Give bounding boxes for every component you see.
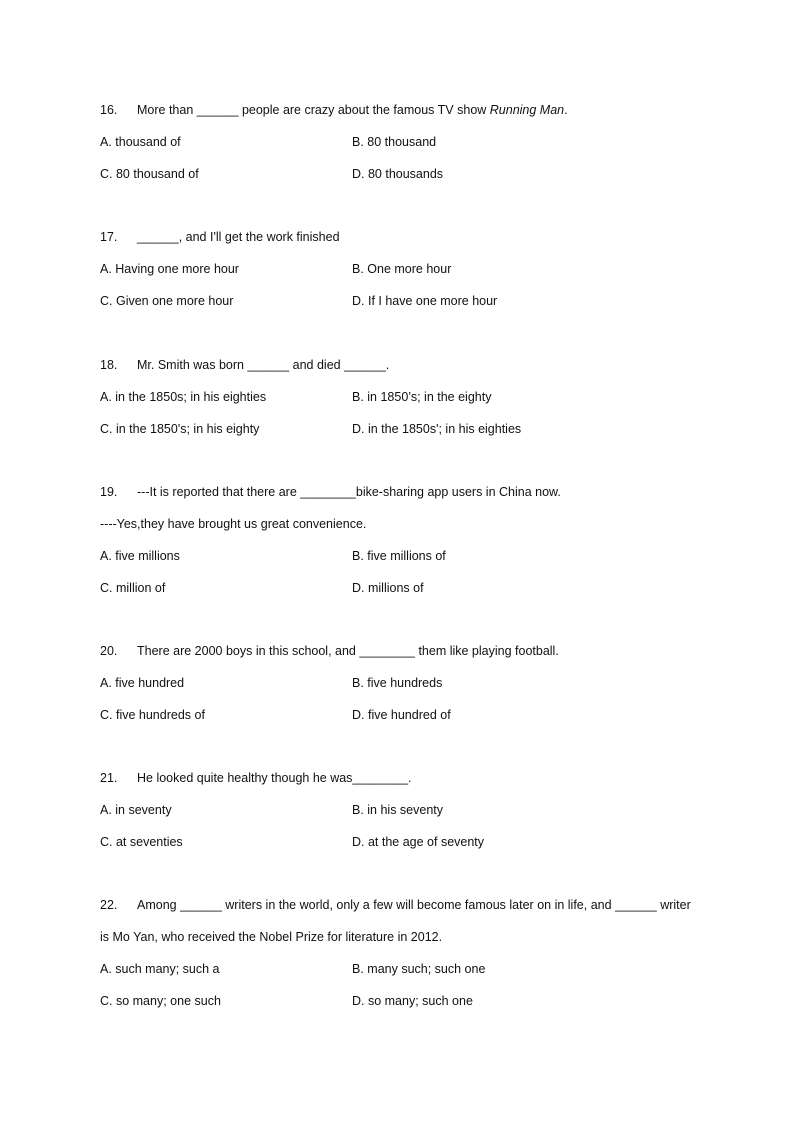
show-title: Running Man	[489, 103, 565, 117]
option-c: C. five hundreds of	[100, 708, 205, 722]
options-row	[100, 826, 730, 858]
options-row	[100, 381, 730, 413]
option-d: D. at the age of seventy	[352, 835, 485, 849]
dialogue-reply: ----Yes,they have brought us great convenience.	[100, 517, 367, 531]
option-d: D. five hundred of	[352, 708, 451, 722]
question-18	[100, 349, 730, 445]
question-stem: 19. ---It is reported that there are ________bike-sharing app users in China now.	[100, 476, 730, 508]
option-d: D. 80 thousands	[352, 167, 444, 181]
option-b: B. in 1850’s; in the eighty	[352, 390, 492, 404]
question-stem: 22. Among ______ writers in the world, only a few will become famous later on in life, and ______ writer	[100, 889, 730, 921]
option-d: D. If I have one more hour	[352, 294, 498, 308]
option-a: A. in the 1850s; in his eighties	[100, 390, 267, 404]
question-17	[100, 221, 730, 317]
options-row	[100, 413, 730, 445]
options-row	[100, 985, 730, 1017]
options-row	[100, 540, 730, 572]
option-b: B. in his seventy	[352, 803, 444, 817]
question-22	[100, 889, 730, 1017]
question-20	[100, 635, 730, 731]
option-b: B. five millions of	[352, 549, 446, 563]
option-c: C. so many; one such	[100, 994, 221, 1008]
options-row	[100, 794, 730, 826]
options-row	[100, 158, 730, 190]
option-a: A. such many; such a	[100, 962, 220, 976]
option-b: B. many such; such one	[352, 962, 486, 976]
question-number: 19.	[100, 485, 118, 499]
question-stem: 18. Mr. Smith was born ______ and died ______.	[100, 349, 730, 381]
question-stem: 16. More than ______ people are crazy about the famous TV show Running Man.	[100, 94, 730, 126]
options-row	[100, 667, 730, 699]
option-b: B. One more hour	[352, 262, 452, 276]
option-a: A. in seventy	[100, 803, 172, 817]
option-c: C. Given one more hour	[100, 294, 234, 308]
question-number: 21.	[100, 771, 118, 785]
question-number: 22.	[100, 898, 118, 912]
option-b: B. five hundreds	[352, 676, 443, 690]
question-number: 18.	[100, 358, 118, 372]
option-c: C. 80 thousand of	[100, 167, 199, 181]
options-row	[100, 953, 730, 985]
question-stem: 20. There are 2000 boys in this school, and ________ them like playing football.	[100, 635, 730, 667]
question-16	[100, 94, 730, 190]
option-a: A. five hundred	[100, 676, 185, 690]
option-a: A. Having one more hour	[100, 262, 239, 276]
option-c: C. at seventies	[100, 835, 183, 849]
options-row	[100, 285, 730, 317]
question-19	[100, 476, 730, 604]
option-c: C. in the 1850's; in his eighty	[100, 422, 260, 436]
question-number: 20.	[100, 644, 118, 658]
option-d: D. millions of	[352, 581, 424, 595]
question-stem: 21. He looked quite healthy though he was________.	[100, 762, 730, 794]
option-b: B. 80 thousand	[352, 135, 437, 149]
question-stem-continued: is Mo Yan, who received the Nobel Prize for literature in 2012.	[100, 930, 443, 944]
options-row	[100, 253, 730, 285]
option-d: D. in the 1850s'; in his eighties	[352, 422, 522, 436]
option-a: A. five millions	[100, 549, 180, 563]
options-row	[100, 572, 730, 604]
question-number: 17.	[100, 230, 118, 244]
options-row	[100, 126, 730, 158]
option-c: C. million of	[100, 581, 166, 595]
question-21	[100, 762, 730, 858]
option-d: D. so many; such one	[352, 994, 473, 1008]
option-a: A. thousand of	[100, 135, 181, 149]
options-row	[100, 699, 730, 731]
question-stem: 17. ______, and I'll get the work finished	[100, 221, 730, 253]
question-number: 16.	[100, 103, 118, 117]
